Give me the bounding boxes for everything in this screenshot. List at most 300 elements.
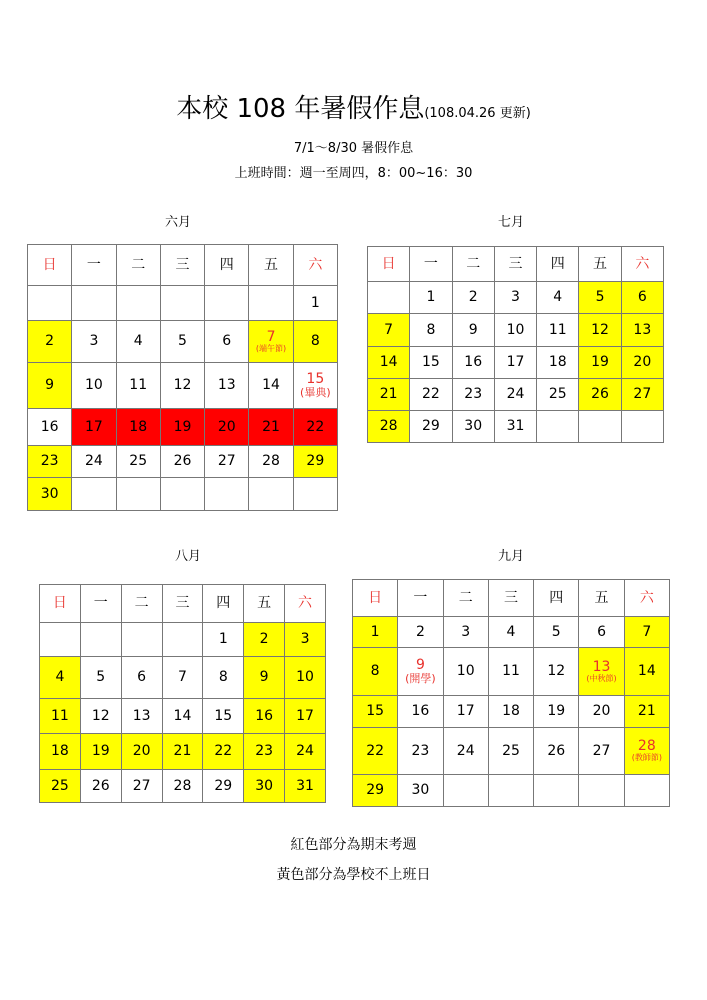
day-number: 9 — [45, 377, 55, 394]
day-number: 18 — [51, 743, 69, 760]
day-cell — [244, 734, 285, 770]
empty-day-cell — [537, 411, 579, 443]
empty-day-cell — [160, 286, 204, 321]
day-number: 1 — [426, 289, 436, 306]
day-cell — [398, 775, 443, 807]
weekday-header: 六 — [624, 580, 669, 617]
title-update-note: (108.04.26 更新) — [424, 106, 531, 121]
day-cell — [494, 282, 536, 314]
day-number: 27 — [132, 777, 151, 794]
day-cell — [410, 314, 452, 347]
day-number: 4 — [553, 289, 563, 306]
day-cell — [249, 409, 293, 446]
day-cell — [368, 314, 410, 347]
day-cell — [244, 657, 285, 699]
day-number: 3 — [461, 623, 471, 640]
day-cell — [353, 648, 398, 696]
empty-day-cell — [160, 478, 204, 511]
day-number: 23 — [40, 453, 59, 470]
day-number: 13 — [217, 377, 236, 394]
holiday-note: (開學) — [405, 672, 436, 686]
day-cell — [80, 770, 121, 803]
day-number: 8 — [370, 663, 380, 680]
day-cell — [203, 657, 244, 699]
calendar-august — [39, 584, 326, 803]
day-number: 11 — [51, 707, 69, 724]
empty-day-cell — [28, 286, 72, 321]
day-cell — [353, 617, 398, 648]
day-number: 8 — [310, 333, 320, 350]
day-cell — [368, 411, 410, 443]
legend-yellow: 黃色部分為學校不上班日 — [276, 867, 431, 883]
day-cell — [293, 286, 337, 321]
weekday-header: 二 — [116, 245, 160, 286]
day-number: 7 — [384, 321, 394, 338]
week-row — [40, 657, 326, 699]
day-number: 30 — [255, 777, 274, 794]
day-cell — [353, 775, 398, 807]
day-number: 14 — [379, 354, 398, 371]
title-main: 本校 108 年暑假作息 — [176, 94, 425, 124]
day-number: 22 — [306, 418, 325, 435]
day-cell — [80, 734, 121, 770]
empty-day-cell — [579, 411, 621, 443]
day-cell — [203, 734, 244, 770]
day-number: 24 — [85, 453, 103, 470]
weekday-header: 六 — [293, 245, 337, 286]
day-number: 5 — [551, 623, 561, 640]
empty-day-cell — [293, 478, 337, 511]
day-number: 15 — [422, 354, 440, 371]
day-cell — [116, 321, 160, 363]
day-cell — [579, 282, 621, 314]
weekday-header: 一 — [80, 585, 121, 623]
day-cell — [205, 446, 249, 478]
day-cell — [205, 363, 249, 409]
day-number: 6 — [637, 289, 647, 306]
document-title — [0, 88, 707, 125]
day-number: 12 — [591, 321, 609, 338]
day-number: 24 — [506, 386, 525, 403]
weekday-header: 六 — [621, 247, 663, 282]
month-label-september: 九月 — [498, 549, 525, 564]
week-row — [368, 411, 664, 443]
week-row — [40, 770, 326, 803]
day-number: 30 — [411, 782, 430, 799]
day-number: 14 — [173, 707, 192, 724]
calendar-july — [367, 246, 664, 443]
day-cell — [40, 770, 81, 803]
day-cell — [244, 770, 285, 803]
day-number: 21 — [262, 418, 280, 435]
day-cell — [534, 696, 579, 728]
day-cell — [621, 347, 663, 379]
weekday-header: 四 — [537, 247, 579, 282]
day-cell — [205, 409, 249, 446]
day-cell — [244, 623, 285, 657]
calendar-september — [352, 579, 670, 807]
weekday-header: 四 — [205, 245, 249, 286]
day-number: 10 — [296, 669, 314, 686]
day-number: 13 — [132, 707, 151, 724]
day-number: 1 — [310, 294, 320, 311]
day-cell — [534, 728, 579, 775]
day-cell — [205, 321, 249, 363]
day-cell — [162, 657, 203, 699]
day-number: 12 — [173, 377, 192, 394]
day-cell — [160, 446, 204, 478]
day-number: 5 — [96, 669, 106, 686]
day-cell — [534, 648, 579, 696]
day-cell — [80, 657, 121, 699]
day-cell — [293, 409, 337, 446]
day-cell — [488, 728, 533, 775]
day-number: 27 — [592, 742, 611, 759]
day-number: 16 — [40, 418, 59, 435]
day-cell — [285, 657, 326, 699]
day-cell — [621, 282, 663, 314]
day-cell — [537, 282, 579, 314]
day-cell — [116, 446, 160, 478]
day-cell — [285, 770, 326, 803]
day-cell — [410, 379, 452, 411]
day-number: 19 — [547, 703, 566, 720]
day-number: 17 — [456, 703, 475, 720]
day-cell — [621, 314, 663, 347]
day-number: 7 — [642, 623, 652, 640]
empty-day-cell — [72, 286, 116, 321]
day-number: 16 — [411, 703, 430, 720]
day-number: 11 — [502, 663, 520, 680]
day-number: 1 — [218, 631, 228, 648]
day-cell — [285, 734, 326, 770]
day-cell — [494, 379, 536, 411]
day-number: 17 — [85, 418, 103, 435]
day-cell — [452, 347, 494, 379]
day-number: 22 — [366, 742, 385, 759]
empty-day-cell — [621, 411, 663, 443]
day-cell — [121, 657, 162, 699]
week-row — [353, 617, 670, 648]
day-number: 30 — [40, 485, 59, 502]
weekday-header: 二 — [121, 585, 162, 623]
day-cell — [624, 648, 669, 696]
day-cell — [443, 648, 488, 696]
day-number: 9 — [259, 669, 269, 686]
day-number: 12 — [547, 663, 566, 680]
day-number: 17 — [296, 707, 314, 724]
day-cell — [368, 379, 410, 411]
day-number: 11 — [548, 321, 567, 338]
day-cell — [579, 728, 624, 775]
day-cell — [452, 411, 494, 443]
day-number: 2 — [415, 623, 425, 640]
day-cell — [40, 699, 81, 734]
day-number: 28 — [637, 738, 656, 755]
weekday-header: 三 — [488, 580, 533, 617]
day-cell — [28, 321, 72, 363]
day-number: 23 — [464, 386, 483, 403]
weekday-header: 一 — [72, 245, 116, 286]
day-cell — [160, 363, 204, 409]
day-cell — [249, 363, 293, 409]
day-cell — [249, 446, 293, 478]
day-number: 12 — [91, 707, 110, 724]
day-number: 29 — [422, 418, 440, 435]
day-cell — [353, 696, 398, 728]
day-number: 2 — [45, 333, 55, 350]
day-cell — [579, 648, 624, 696]
day-number: 25 — [129, 453, 148, 470]
empty-day-cell — [80, 623, 121, 657]
day-cell — [72, 321, 116, 363]
day-cell — [353, 728, 398, 775]
weekday-header: 日 — [40, 585, 81, 623]
day-number: 16 — [464, 354, 483, 371]
day-cell — [534, 617, 579, 648]
day-cell — [624, 617, 669, 648]
day-cell — [443, 696, 488, 728]
weekday-header: 一 — [398, 580, 443, 617]
holiday-note: (畢典) — [300, 386, 331, 400]
weekday-header: 日 — [353, 580, 398, 617]
day-number: 16 — [255, 707, 274, 724]
day-cell — [579, 617, 624, 648]
day-number: 27 — [633, 386, 652, 403]
week-row — [40, 623, 326, 657]
day-cell — [537, 347, 579, 379]
day-cell — [121, 699, 162, 734]
weekday-header: 二 — [452, 247, 494, 282]
day-cell — [293, 321, 337, 363]
empty-day-cell — [579, 775, 624, 807]
day-cell — [28, 478, 72, 511]
day-number: 8 — [218, 669, 228, 686]
week-row — [353, 728, 670, 775]
day-cell — [160, 409, 204, 446]
day-number: 15 — [306, 371, 325, 388]
day-cell — [443, 728, 488, 775]
holiday-note: (端午節) — [255, 343, 287, 353]
day-cell — [579, 347, 621, 379]
day-number: 6 — [597, 623, 606, 640]
week-row — [368, 282, 664, 314]
day-number: 18 — [548, 354, 567, 371]
calendar-june — [27, 244, 338, 511]
day-cell — [162, 699, 203, 734]
day-number: 20 — [592, 703, 611, 720]
empty-day-cell — [624, 775, 669, 807]
day-cell — [80, 699, 121, 734]
day-cell — [398, 648, 443, 696]
day-number: 23 — [411, 742, 430, 759]
day-number: 26 — [547, 742, 566, 759]
day-number: 22 — [214, 743, 233, 760]
day-number: 21 — [173, 743, 192, 760]
week-row — [28, 446, 338, 478]
week-row — [28, 478, 338, 511]
empty-day-cell — [116, 478, 160, 511]
empty-day-cell — [488, 775, 533, 807]
day-number: 28 — [173, 777, 192, 794]
day-number: 3 — [300, 631, 310, 648]
day-cell — [398, 617, 443, 648]
empty-day-cell — [40, 623, 81, 657]
empty-day-cell — [72, 478, 116, 511]
day-number: 6 — [137, 669, 147, 686]
empty-day-cell — [162, 623, 203, 657]
day-number: 26 — [591, 386, 609, 403]
week-row — [40, 699, 326, 734]
day-number: 20 — [132, 743, 151, 760]
weekday-header: 一 — [410, 247, 452, 282]
day-number: 5 — [595, 289, 605, 306]
day-number: 23 — [255, 743, 274, 760]
week-row — [28, 321, 338, 363]
day-cell — [28, 363, 72, 409]
day-cell — [293, 363, 337, 409]
day-cell — [494, 347, 536, 379]
day-number: 15 — [214, 707, 233, 724]
day-cell — [293, 446, 337, 478]
day-cell — [121, 770, 162, 803]
weekday-header: 日 — [28, 245, 72, 286]
day-number: 21 — [637, 703, 656, 720]
day-cell — [579, 379, 621, 411]
day-number: 10 — [456, 663, 475, 680]
day-cell — [368, 347, 410, 379]
day-number: 4 — [506, 623, 516, 640]
empty-day-cell — [249, 478, 293, 511]
day-cell — [285, 623, 326, 657]
day-number: 29 — [214, 777, 233, 794]
day-number: 3 — [89, 333, 99, 350]
day-number: 7 — [266, 328, 276, 345]
day-number: 4 — [55, 669, 65, 686]
day-cell — [162, 734, 203, 770]
day-cell — [621, 379, 663, 411]
day-cell — [410, 282, 452, 314]
weekday-header: 三 — [494, 247, 536, 282]
day-number: 25 — [502, 742, 520, 759]
empty-day-cell — [205, 478, 249, 511]
day-number: 27 — [217, 453, 236, 470]
day-cell — [162, 770, 203, 803]
day-number: 20 — [217, 418, 236, 435]
day-number: 9 — [468, 321, 478, 338]
day-number: 1 — [370, 623, 380, 640]
empty-day-cell — [116, 286, 160, 321]
day-cell — [249, 321, 293, 363]
day-number: 25 — [548, 386, 567, 403]
weekday-header: 二 — [443, 580, 488, 617]
day-number: 10 — [506, 321, 525, 338]
day-number: 18 — [502, 703, 520, 720]
office-hours: 上班時間：週一至周四，8：00~16：30 — [234, 166, 473, 181]
day-cell — [488, 696, 533, 728]
week-row — [353, 696, 670, 728]
day-number: 21 — [379, 386, 398, 403]
day-number: 22 — [422, 386, 440, 403]
day-number: 11 — [129, 377, 148, 394]
day-number: 17 — [506, 354, 525, 371]
day-number: 2 — [259, 631, 269, 648]
day-number: 31 — [506, 418, 525, 435]
day-number: 19 — [591, 354, 609, 371]
day-cell — [40, 657, 81, 699]
week-row — [368, 347, 664, 379]
empty-day-cell — [121, 623, 162, 657]
weekday-header: 五 — [244, 585, 285, 623]
day-cell — [398, 728, 443, 775]
day-number: 28 — [379, 418, 398, 435]
day-cell — [537, 314, 579, 347]
week-row — [28, 286, 338, 321]
weekday-header: 四 — [534, 580, 579, 617]
day-number: 10 — [85, 377, 103, 394]
empty-day-cell — [249, 286, 293, 321]
day-number: 29 — [366, 782, 385, 799]
day-number: 19 — [173, 418, 192, 435]
day-number: 7 — [177, 669, 187, 686]
day-number: 20 — [633, 354, 652, 371]
week-row — [353, 648, 670, 696]
empty-day-cell — [443, 775, 488, 807]
day-cell — [28, 409, 72, 446]
day-cell — [488, 617, 533, 648]
vacation-period: 7/1～8/30 暑假作息 — [293, 141, 414, 156]
day-cell — [203, 699, 244, 734]
day-cell — [160, 321, 204, 363]
week-row — [40, 734, 326, 770]
day-cell — [537, 379, 579, 411]
holiday-note: (中秋節) — [586, 673, 617, 683]
day-cell — [116, 409, 160, 446]
month-label-july: 七月 — [498, 215, 525, 230]
day-number: 6 — [222, 333, 232, 350]
day-cell — [72, 409, 116, 446]
weekday-header: 五 — [579, 247, 621, 282]
day-number: 25 — [51, 777, 69, 794]
weekday-header: 日 — [368, 247, 410, 282]
empty-day-cell — [368, 282, 410, 314]
day-number: 30 — [464, 418, 483, 435]
day-number: 4 — [133, 333, 143, 350]
day-cell — [72, 363, 116, 409]
day-cell — [28, 446, 72, 478]
empty-day-cell — [534, 775, 579, 807]
day-number: 24 — [296, 743, 314, 760]
day-cell — [121, 734, 162, 770]
day-cell — [579, 314, 621, 347]
day-cell — [410, 411, 452, 443]
weekday-header: 四 — [203, 585, 244, 623]
week-row — [368, 379, 664, 411]
day-cell — [452, 314, 494, 347]
holiday-note: (教師節) — [631, 753, 662, 763]
day-cell — [285, 699, 326, 734]
weekday-header: 六 — [285, 585, 326, 623]
day-cell — [494, 411, 536, 443]
legend-red: 紅色部分為期末考週 — [290, 837, 417, 853]
day-cell — [203, 770, 244, 803]
day-cell — [443, 617, 488, 648]
month-label-august: 八月 — [175, 549, 202, 564]
day-number: 8 — [426, 321, 436, 338]
day-number: 29 — [306, 453, 325, 470]
day-number: 13 — [592, 658, 611, 675]
day-cell — [40, 734, 81, 770]
